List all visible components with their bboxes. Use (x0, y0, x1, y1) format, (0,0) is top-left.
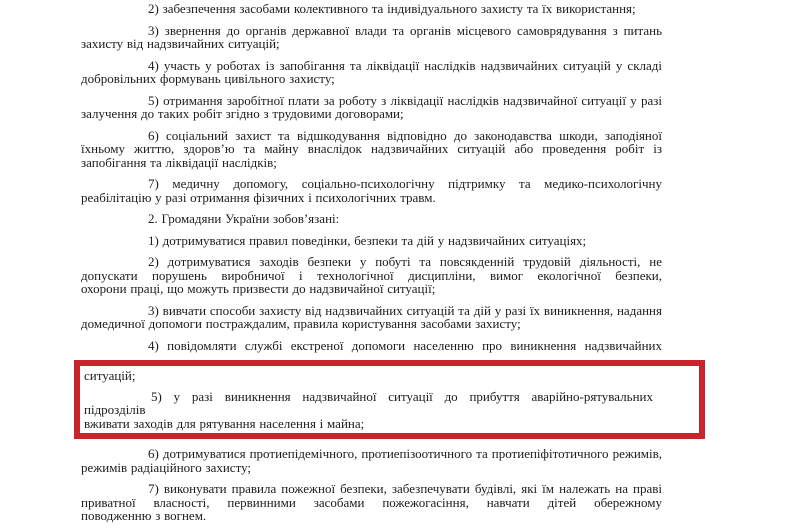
text-line: запобігання та ліквідації наслідків; (81, 154, 277, 170)
text-line: їхньому життю, здоров’ю та майну внаслідок надзвичайних ситуацій або проведення робіт із (81, 141, 662, 156)
paragraph (81, 24, 662, 51)
paragraph (81, 59, 662, 86)
text-line: реабілітацію у разі отримання фізичних і психологічних травм. (81, 189, 436, 205)
text-line: 5) отримання заробітної плати за роботу з ліквідації наслідків надзвичайної ситуації у разі (148, 92, 662, 108)
text-line: приватної власності, первинними засобами пожежогасіння, навчати дітей обережному (81, 494, 662, 510)
paragraph (81, 255, 662, 296)
text-line: залучення до таких робіт згідно з трудовими договорами; (81, 106, 404, 121)
highlight-box (74, 360, 705, 439)
text-line: 4) повідомляти службі екстреної допомоги населенню про виникнення надзвичайних (148, 337, 662, 353)
text-line: 6) соціальний захист та відшкодування відповідно до законодавства шкоди, заподіяної (148, 127, 662, 143)
text-line: 7) виконувати правила пожежної безпеки, забезпечувати будівлі, які їм належать на праві (148, 481, 662, 496)
text-line: домедичної допомоги постраждалим, правила користування засобами захисту; (81, 316, 521, 331)
text-line: поводженню з вогнем. (81, 508, 207, 523)
text-line: 3) звернення до органів державної влади та органів місцевого самоврядування з питань (148, 22, 662, 38)
paragraph (81, 482, 662, 523)
highlighted-paragraph (84, 369, 653, 383)
paragraph (81, 447, 662, 474)
paragraph (81, 2, 662, 16)
paragraph (81, 129, 662, 170)
paragraph (81, 212, 662, 226)
text-line: режимів радіаційного захисту; (81, 459, 252, 475)
paragraph (81, 94, 662, 121)
paragraph (81, 339, 662, 353)
text-line: добровільних формувань цивільного захисту; (81, 71, 335, 86)
text-line: 6) дотримуватися протиепідемічного, протиепізоотичного та протиепіфітотичного режимів, (148, 446, 662, 461)
text-line: захисту від надзвичайних ситуацій; (81, 36, 280, 51)
text-line: ситуацій; (84, 368, 136, 383)
highlighted-paragraph (84, 390, 653, 431)
text-line: 4) участь у роботах із запобігання та ліквідації наслідків надзвичайних ситуацій у складі (148, 57, 662, 73)
text-line: 1) дотримуватися правил поведінки, безпеки та дій у надзвичайних ситуаціях; (148, 232, 587, 248)
paragraph (81, 234, 662, 248)
text-line: 3) вивчати способи захисту від надзвичайних ситуацій та дій у разі їх виникнення, надання (148, 302, 662, 318)
paragraph (81, 304, 662, 331)
text-line: вживати заходів для рятування населення і майна; (84, 415, 365, 431)
document-body (81, 2, 662, 531)
text-line: охорони праці, що можуть призвести до надзвичайної ситуації; (81, 281, 436, 296)
text-line: 5) у разі виникнення надзвичайної ситуації до прибуття аварійно-рятувальних підрозділів (84, 388, 653, 417)
text-line: 7) медичну допомогу, соціально-психологічну підтримку та медико-психологічну (148, 176, 662, 191)
text-line: 2) дотримуватися заходів безпеки у побуті та повсякденній трудовій діяльності, не (148, 254, 662, 269)
text-line: 2) забезпечення засобами колективного та індивідуального захисту та їх використання; (148, 1, 636, 16)
text-line: допускати порушень виробничої і технологічної дисципліни, вимог екологічної безпеки, (81, 267, 662, 283)
text-line: 2. Громадяни України зобов’язані: (148, 211, 340, 226)
paragraph (81, 177, 662, 204)
